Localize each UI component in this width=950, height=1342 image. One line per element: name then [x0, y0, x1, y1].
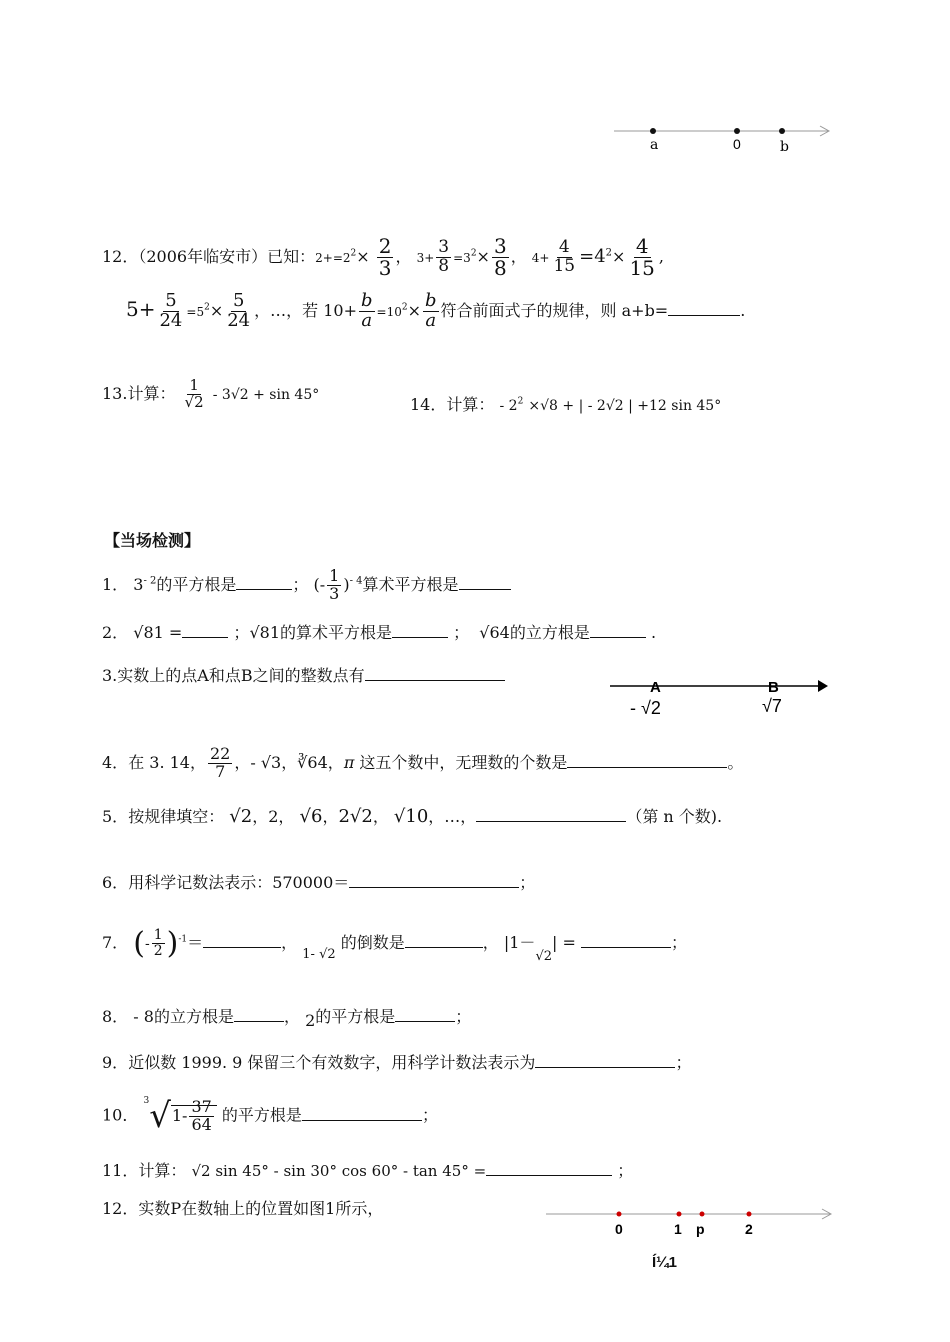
expr: 2 [517, 396, 524, 407]
expr: √64 [479, 623, 510, 642]
item-5: 5．按规律填空： √2，2， √6，2√2， √10，…， （第 n 个数). [102, 806, 723, 827]
expr: × [476, 247, 490, 266]
item-11 [102, 1158, 633, 1181]
item-number: 12． [102, 1199, 139, 1218]
expr: √2 sin 45° - sin 30° cos 60° - tan 45° = [191, 1162, 487, 1180]
expr: 的立方根是 [153, 1007, 234, 1026]
expr: 5+ [126, 296, 156, 321]
fraction-b-a2: $\frac{b}{a}$ [425, 290, 437, 331]
expr: 按规律填空： [128, 807, 225, 826]
expr: ； [421, 1105, 438, 1125]
expr: 计算： [138, 1161, 187, 1180]
answer-blank[interactable] [365, 666, 505, 681]
paren-open: ( [133, 926, 145, 961]
expr: ，…， [428, 807, 477, 826]
expr: ； [675, 1053, 692, 1072]
expr: |1－ [503, 933, 536, 952]
seq-term: 2√2 [338, 806, 373, 827]
answer-blank[interactable] [668, 301, 740, 316]
expr: 。 [727, 752, 744, 772]
fraction-5-24b: $\frac{5}{24}$ [227, 290, 251, 331]
fraction-3-8b: $\frac{3}{8}$ [493, 234, 507, 280]
answer-blank[interactable] [567, 753, 727, 768]
fraction-1-3: $\frac{1}{3}$ [329, 566, 340, 603]
radical-sign: √ [149, 1096, 171, 1136]
point-a [650, 128, 656, 134]
fraction-1-2: $\frac{1}{2}$ [153, 927, 163, 959]
q13-label: 13.计算： [102, 383, 176, 403]
item-1 [102, 568, 511, 603]
expr: 2 [470, 248, 477, 259]
expr: ； [670, 933, 687, 952]
expr: × [209, 300, 224, 320]
label-p: p [696, 1221, 705, 1237]
item-4 [102, 746, 743, 781]
fraction-5-24: $\frac{5}{24}$ [159, 290, 183, 331]
q14-label: 14．计算： [410, 395, 495, 414]
expr: =10 [376, 304, 402, 319]
expr: 的立方根是 [509, 623, 590, 642]
expr: π [343, 752, 355, 772]
expr: 近似数 1999. 9 保留三个有效数字，用科学计数法表示为 [128, 1053, 536, 1072]
expr: 1- [171, 1105, 188, 1125]
answer-blank[interactable] [302, 1106, 422, 1121]
expr: - 8 [133, 1007, 154, 1026]
answer-blank[interactable] [459, 575, 511, 590]
answer-blank[interactable] [392, 623, 448, 638]
expr: 2 [605, 247, 613, 259]
expr: 2 [305, 1011, 316, 1030]
answer-blank[interactable] [405, 933, 483, 948]
value-A: - √2 [630, 698, 661, 718]
item-6 [102, 870, 535, 893]
seq-term: 2 [268, 807, 279, 826]
expr: 3 [133, 574, 144, 594]
expr: ； [292, 574, 309, 594]
fraction-3-8: $\frac{3}{8}$ [438, 237, 450, 276]
item-number: 2． [102, 623, 129, 642]
expr: (- [313, 574, 326, 594]
answer-blank[interactable] [486, 1161, 612, 1176]
q12-source: （2006年临安市）已知： [138, 247, 316, 266]
fraction-37-64: $\frac{37}{64}$ [191, 1096, 212, 1134]
seq-term: √6 [299, 806, 323, 827]
expr: ) [343, 574, 350, 594]
expr: ， [283, 1007, 300, 1026]
seq-term: √2 [229, 806, 253, 827]
expr: 的倒数是 [340, 933, 405, 952]
expr: × [612, 247, 626, 266]
paren-close: ) [166, 926, 179, 961]
answer-blank[interactable] [590, 623, 646, 638]
item-12 [102, 1196, 383, 1219]
expr: ； [519, 873, 536, 892]
expr: （第 n 个数). [626, 807, 723, 826]
expr: 的算术平方根是 [280, 623, 393, 642]
expr: 2 [350, 248, 357, 259]
expr: ，…，若 10+ [254, 300, 357, 320]
expr: 实数P在数轴上的位置如图1所示， [138, 1199, 384, 1218]
point-2 [747, 1212, 752, 1217]
expr: × [356, 247, 370, 266]
expr: =5 [186, 304, 205, 319]
point-1 [677, 1212, 682, 1217]
value-B: √7 [762, 696, 782, 716]
expr: . [650, 623, 657, 642]
expr: 2 [401, 302, 408, 313]
answer-blank[interactable] [581, 933, 671, 948]
point-b [779, 128, 785, 134]
point-p [700, 1212, 705, 1217]
expr: 2 [204, 302, 210, 313]
label-b: b [780, 139, 789, 155]
item-number: 4． [102, 752, 129, 772]
item-number: 9． [102, 1053, 129, 1072]
item-number: 1． [102, 574, 129, 594]
expr: 3+ [416, 251, 435, 265]
expr: 用科学记数法表示：570000＝ [128, 873, 350, 892]
expr: ， [482, 933, 499, 952]
expr: 的平方根是 [156, 574, 237, 594]
fraction-4-15b: $\frac{4}{15}$ [629, 234, 655, 280]
point-0 [734, 128, 740, 134]
q13-expr: - 3√2 + sin 45° [212, 386, 320, 403]
minus-sign: - [145, 936, 150, 952]
item-10 [102, 1096, 438, 1136]
label-0: 0 [733, 136, 741, 152]
expr: - 2 [143, 575, 157, 587]
fraction-22-7: $\frac{22}{7}$ [210, 744, 231, 781]
expr: ， [327, 752, 344, 772]
expr: × [407, 300, 421, 320]
label-1: 1 [674, 1221, 682, 1237]
item-7 [102, 926, 687, 964]
item-12-number-line [542, 1204, 842, 1244]
answer-blank[interactable] [236, 575, 292, 590]
seq-term: √10 [393, 806, 429, 827]
expr: ； [617, 1161, 634, 1180]
expr: ； [453, 623, 470, 642]
item-3-number-line [606, 672, 830, 722]
expr: ； [233, 623, 250, 642]
expr: ＝ [187, 933, 204, 952]
item-number: 5． [102, 807, 129, 826]
expr: -1 [178, 934, 188, 945]
q14 [410, 392, 721, 415]
fraction-b-a: $\frac{b}{a}$ [361, 290, 373, 331]
expr: ∛64 [297, 752, 328, 772]
q13 [102, 378, 319, 411]
label-0: 0 [615, 1221, 623, 1237]
expr: 2+ [315, 251, 333, 265]
expr: - 4 [349, 575, 363, 587]
expr: =3 [453, 251, 471, 265]
label-A: A [650, 679, 661, 696]
answer-blank[interactable] [234, 1007, 284, 1022]
point-0 [617, 1212, 622, 1217]
answer-blank[interactable] [395, 1007, 455, 1022]
expr: =4 [579, 246, 606, 267]
item-number: 10． [102, 1105, 139, 1125]
q12-line1: 12．（2006年临安市）已知：$2+=2^2\times$ $\frac{2}{3}$ ， 3+ $\frac{3}{8}$ $=3^2\times$ $\frac{3}{8}$ ， 4+ $\frac{4}{15}$ $=4^2\times$ $\frac{4}{15}$ , [102, 234, 664, 280]
item-8 [102, 1004, 472, 1030]
figure-caption: Í¼1 [652, 1254, 678, 1271]
expr: ； [455, 1007, 472, 1026]
q12-number: 12． [102, 247, 139, 266]
item-number: 11． [102, 1161, 139, 1180]
item-number: 8． [102, 1007, 129, 1026]
expr: ，- √3， [234, 752, 298, 772]
q12-tail: 符合前面式子的规律，则 a+b= [440, 300, 669, 320]
expr: 1- √2 [302, 947, 336, 962]
expr: 算术平方根是 [362, 574, 459, 594]
label-2: 2 [745, 1221, 753, 1237]
section-title: 【当场检测】 [104, 531, 201, 550]
label-a: a [650, 137, 659, 153]
expr: √81 [249, 623, 280, 642]
item-number: 6． [102, 873, 129, 892]
item-2 [102, 620, 656, 643]
expr: √81 = [133, 623, 183, 642]
answer-blank[interactable] [476, 807, 626, 822]
q14-expr-rest: ×√8 + | - 2√2 | +12 sin 45° [528, 398, 722, 414]
fraction-1-sqrt2: $\frac{1}{√2}$ [184, 376, 204, 411]
radicand [171, 1096, 217, 1134]
answer-blank[interactable] [349, 873, 519, 888]
expr: | = [552, 933, 576, 952]
expr: √2 [535, 949, 552, 964]
item-text: 3.实数上的点A和点B之间的整数点有 [102, 666, 365, 685]
answer-blank[interactable] [182, 623, 228, 638]
item-3 [102, 663, 505, 686]
expr: 的平方根是 [315, 1007, 396, 1026]
expr: ， [281, 933, 298, 952]
cube-root-index: 3 [143, 1096, 150, 1106]
q14-expr: - 2 [499, 398, 518, 414]
expr: . [740, 300, 746, 320]
expr: 这五个数中，无理数的个数是 [354, 752, 568, 772]
item-9 [102, 1050, 691, 1073]
answer-blank[interactable] [535, 1053, 675, 1068]
label-B: B [768, 679, 779, 696]
top-number-line [612, 118, 842, 158]
expr: 在 3. 14， [128, 752, 206, 772]
item-number: 7． [102, 933, 129, 952]
expr: 的平方根是 [221, 1105, 302, 1125]
expr: 4+ [531, 251, 550, 265]
q12-line2 [126, 292, 745, 331]
fraction-2-3: $\frac{2}{3}$ [378, 234, 392, 280]
fraction-4-15: $\frac{4}{15}$ [553, 237, 576, 276]
expr: =2 [332, 251, 351, 265]
answer-blank[interactable] [203, 933, 281, 948]
